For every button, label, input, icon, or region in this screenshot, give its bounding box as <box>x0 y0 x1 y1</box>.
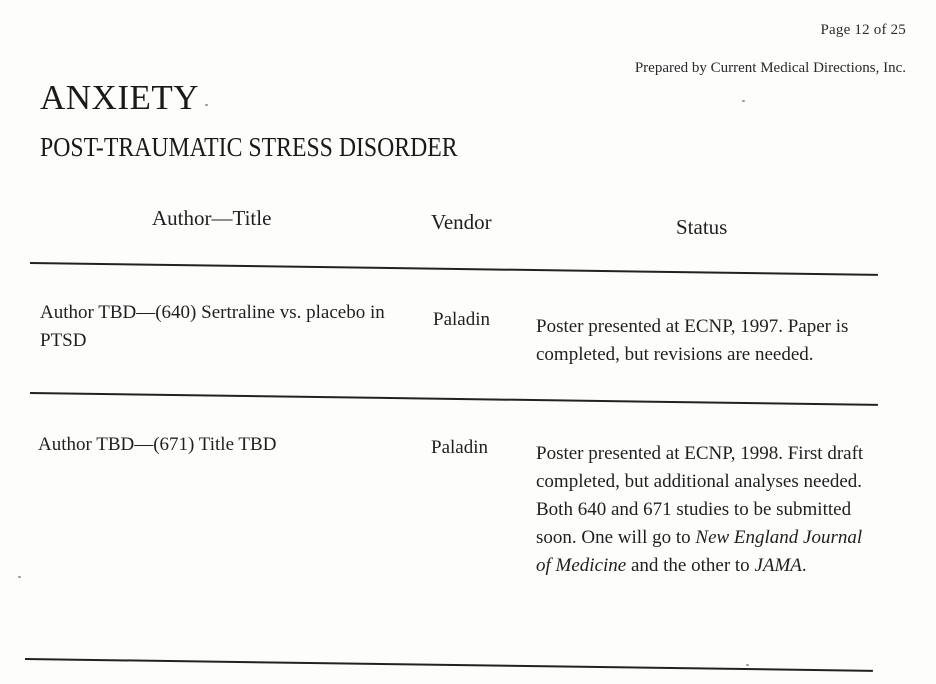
status-text: and the other to <box>626 555 755 576</box>
journal-name: New England Journal of Medicine <box>536 527 863 576</box>
status-text: . <box>801 555 807 576</box>
cell-vendor: Paladin <box>433 309 490 330</box>
scan-speck <box>742 100 745 102</box>
document-title: ANXIETY <box>40 78 200 117</box>
document-subtitle: POST-TRAUMATIC STRESS DISORDER <box>40 132 458 162</box>
column-header-status: Status <box>676 215 728 239</box>
scan-speck <box>18 576 21 578</box>
scan-speck <box>205 104 208 106</box>
cell-status <box>536 440 866 580</box>
cell-author-title: Author TBD—(640) Sertraline vs. placebo in PTSD <box>40 302 385 351</box>
page-number: Page 12 of 25 <box>820 22 906 38</box>
journal-name: JAMA <box>754 555 802 576</box>
cell-vendor: Paladin <box>431 437 488 458</box>
prepared-by: Prepared by Current Medical Directions, Inc. <box>634 60 906 76</box>
column-header-author-title: Author—Title <box>152 206 272 230</box>
table-rule-row <box>30 392 878 406</box>
scan-speck <box>746 664 749 666</box>
cell-author-title: Author TBD—(671) Title TBD <box>38 434 277 455</box>
column-header-vendor: Vendor <box>431 210 492 234</box>
status-text: Poster presented at ECNP, 1998. First draft completed, but additional analyses needed. Both 640 and 671 studies to be submitted soon. One will go to <box>536 443 864 548</box>
cell-status: Poster presented at ECNP, 1997. Paper is completed, but revisions are needed. <box>536 316 849 365</box>
table-rule-header <box>30 262 878 276</box>
